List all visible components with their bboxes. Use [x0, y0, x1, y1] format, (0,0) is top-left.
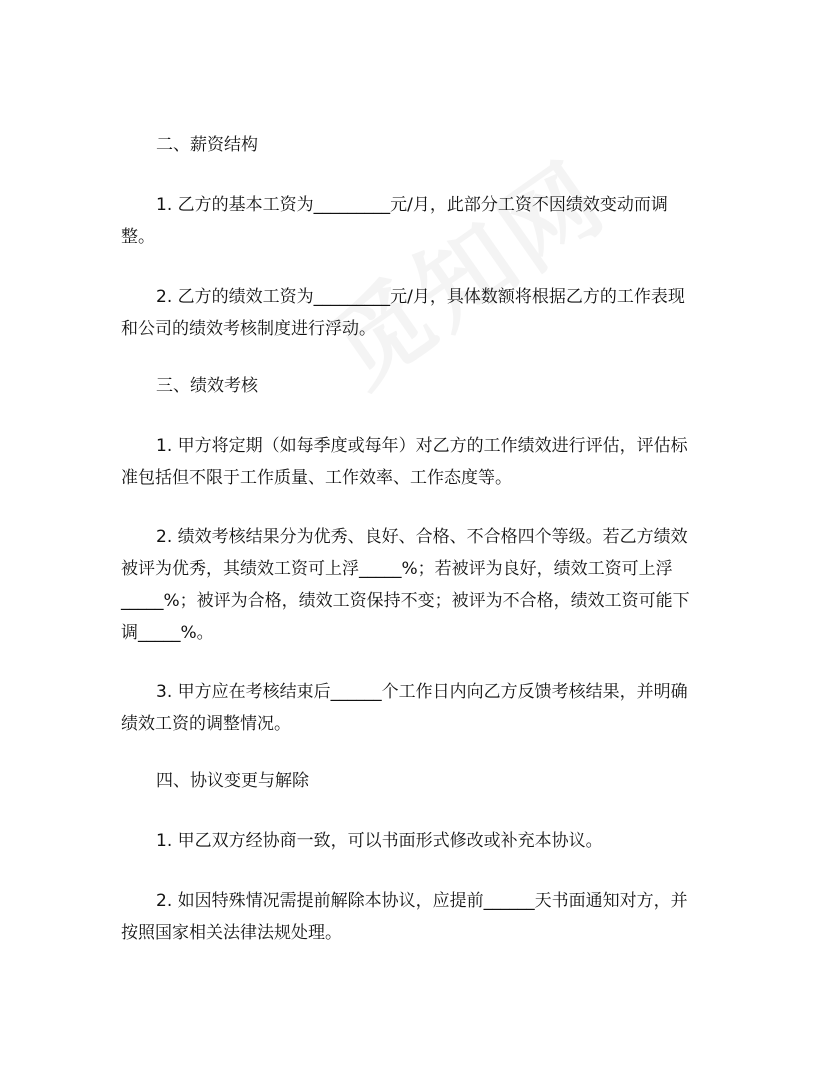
clause-grades-line-2: 被评为优秀，其绩效工资可上浮_____%；若被评为良好，绩效工资可上浮 [121, 559, 673, 579]
clause-base-salary-line-1: 1. 乙方的基本工资为_________元/月，此部分工资不因绩效变动而调 [156, 195, 668, 215]
clause-grades-line-1: 2. 绩效考核结果分为优秀、良好、合格、不合格四个等级。若乙方绩效 [156, 527, 688, 547]
clause-evaluation-line-1: 1. 甲方将定期（如每季度或每年）对乙方的工作绩效进行评估，评估标 [156, 436, 688, 456]
clause-termination-line-2: 按照国家相关法律法规处理。 [121, 923, 342, 943]
clause-termination-line-1: 2. 如因特殊情况需提前解除本协议，应提前______天书面通知对方，并 [156, 891, 688, 911]
clause-feedback-line-1: 3. 甲方应在考核结束后______个工作日内向乙方反馈考核结果，并明确 [156, 682, 688, 702]
clause-grades-line-3: _____%；被评为合格，绩效工资保持不变；被评为不合格，绩效工资可能下 [121, 591, 690, 611]
clause-grades-line-4: 调_____%。 [121, 623, 214, 643]
section-heading-amendment-termination: 四、协议变更与解除 [156, 771, 309, 791]
clause-evaluation-line-2: 准包括但不限于工作质量、工作效率、工作态度等。 [121, 468, 512, 488]
clause-base-salary-line-2: 整。 [121, 227, 155, 247]
clause-performance-salary-line-2: 和公司的绩效考核制度进行浮动。 [121, 319, 376, 339]
clause-amendment-line-1: 1. 甲乙双方经协商一致，可以书面形式修改或补充本协议。 [156, 831, 603, 851]
section-heading-salary-structure: 二、薪资结构 [156, 135, 258, 155]
section-heading-performance-review: 三、绩效考核 [156, 376, 258, 396]
clause-performance-salary-line-1: 2. 乙方的绩效工资为_________元/月，具体数额将根据乙方的工作表现 [156, 287, 685, 307]
clause-feedback-line-2: 绩效工资的调整情况。 [121, 714, 291, 734]
watermark [300, 124, 629, 412]
